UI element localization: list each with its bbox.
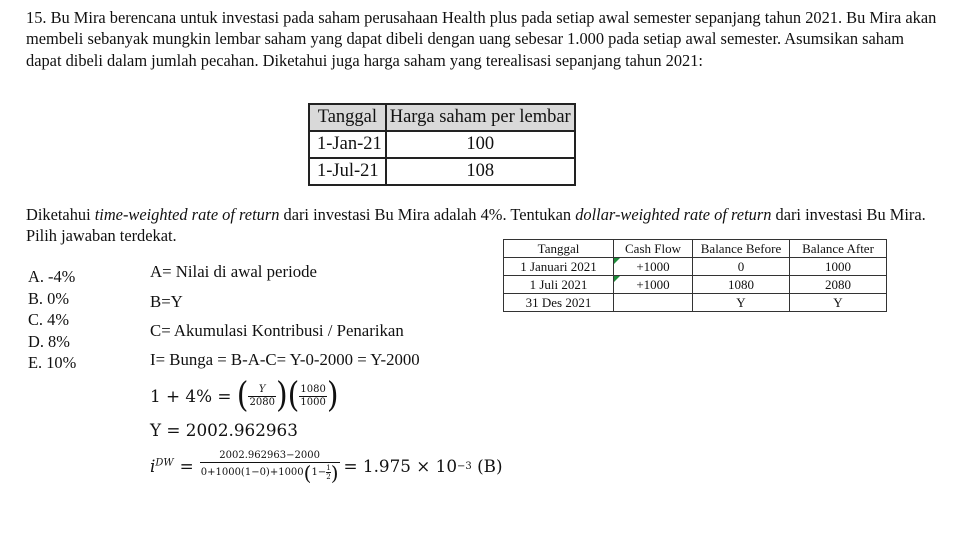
equation-dwr xyxy=(150,444,503,488)
comment-flag-icon xyxy=(614,276,620,282)
eq3-lhs-base: i xyxy=(150,456,156,476)
option-d: D. 8% xyxy=(28,331,70,351)
definition-i: I= Bunga = B-A-C= Y-0-2000 = Y-2000 xyxy=(150,350,420,369)
balance-table xyxy=(503,239,887,312)
instruction-term-twr: time-weighted rate of return xyxy=(94,205,280,224)
question-paragraph: 15. Bu Mira berencana untuk investasi pada saham perusahaan Health plus pada setiap awal semester sepanjang tahun 2021. Bu Mira akan membeli sebanyak mungkin lembar saham yang dapat dibeli dengan uang sebesar 1.000 pada setiap awal semester. Asumsikan saham dapat dibeli dalam jumlah pecahan. Diketahui juga harga saham yang terealisasi sepanjang tahun 2021: xyxy=(26,8,937,70)
table-row xyxy=(504,276,887,294)
price-table-header xyxy=(309,104,575,131)
balance-header-after: Balance After xyxy=(790,240,887,258)
balance-cell-date: 31 Des 2021 xyxy=(504,294,614,312)
option-e: E. 10% xyxy=(28,353,77,372)
option-a: A. -4% xyxy=(28,267,76,286)
equation-twr xyxy=(150,377,339,415)
instruction-pre: Diketahui xyxy=(26,205,95,224)
eq3-den-inner: 1− xyxy=(311,466,327,478)
comment-flag-icon xyxy=(614,258,620,264)
equation-y xyxy=(150,420,298,440)
balance-header-date: Tanggal xyxy=(504,240,614,258)
eq3-lhs xyxy=(150,456,174,476)
balance-cell-cashflow xyxy=(614,294,693,312)
eq3-den-a: 0+1000(1−0)+1000 xyxy=(200,466,304,478)
price-table xyxy=(308,103,576,186)
paren-close: ) xyxy=(326,375,339,416)
price-cell-date: 1-Jan-21 xyxy=(309,131,386,158)
eq1-f1-den: 2080 xyxy=(249,396,275,408)
eq1-f2-den: 1000 xyxy=(300,396,326,408)
paren-open: ( xyxy=(303,460,312,485)
eq1-fraction-1 xyxy=(248,384,275,409)
instruction-term-dwr: dollar-weighted rate of return xyxy=(575,205,772,224)
eq3-equals: = xyxy=(179,456,194,476)
price-cell-date: 1-Jul-21 xyxy=(309,158,386,185)
balance-header-cashflow: Cash Flow xyxy=(614,240,693,258)
eq1-lhs: 1 + 4% = xyxy=(150,386,237,406)
price-header-price: Harga saham per lembar xyxy=(386,104,575,131)
balance-cell-cashflow xyxy=(614,276,693,294)
balance-cell-before: 0 xyxy=(693,258,790,276)
eq1-f1-num: Y xyxy=(258,383,266,395)
paren-open: ( xyxy=(236,375,249,416)
balance-cell-date: 1 Januari 2021 xyxy=(504,258,614,276)
balance-cell-before: Y xyxy=(693,294,790,312)
paren-open: ( xyxy=(287,375,300,416)
eq3-fraction xyxy=(200,450,340,483)
eq2-text: Y = 2002.962963 xyxy=(150,420,298,440)
balance-cell-cashflow xyxy=(614,258,693,276)
balance-cell-before: 1080 xyxy=(693,276,790,294)
paren-close: ) xyxy=(330,460,339,485)
instruction-mid: dari investasi Bu Mira adalah 4%. Tentukan xyxy=(279,205,576,224)
eq3-mini-den: 2 xyxy=(326,473,331,481)
price-cell-value: 100 xyxy=(386,131,575,158)
balance-table-header xyxy=(504,240,887,258)
eq1-f2-num: 1080 xyxy=(300,383,326,395)
table-row xyxy=(504,294,887,312)
balance-cell-cashflow-value: +1000 xyxy=(636,258,670,274)
balance-header-before: Balance Before xyxy=(693,240,790,258)
balance-cell-after: 1000 xyxy=(790,258,887,276)
eq3-num: 2002.962963−2000 xyxy=(219,449,320,461)
eq3-den xyxy=(200,462,340,483)
option-c: C. 4% xyxy=(28,310,69,329)
balance-cell-after: 2080 xyxy=(790,276,887,294)
answer-options xyxy=(28,266,76,374)
instruction-post: dari investasi Bu Mira. Pilih jawaban terdekat. xyxy=(26,205,926,246)
definition-c: C= Akumulasi Kontribusi / Penarikan xyxy=(150,321,404,340)
option-b: B. 0% xyxy=(28,288,69,308)
eq3-exp: −3 xyxy=(457,460,472,472)
eq1-fraction-2 xyxy=(299,384,326,409)
price-header-date: Tanggal xyxy=(309,104,386,131)
eq3-mini-num: 1 xyxy=(326,464,331,472)
balance-cell-after: Y xyxy=(790,294,887,312)
question-text xyxy=(26,7,938,71)
eq3-lhs-sup: DW xyxy=(155,457,174,469)
paren-close: ) xyxy=(275,375,288,416)
table-row xyxy=(309,131,575,158)
table-row xyxy=(504,258,887,276)
definition-a: A= Nilai di awal periode xyxy=(150,262,317,281)
table-row xyxy=(309,158,575,185)
definition-b: B=Y xyxy=(150,292,183,311)
eq3-rhs: = 1.975 × 10 xyxy=(343,456,458,476)
balance-cell-cashflow-value: +1000 xyxy=(636,276,670,292)
balance-cell-date: 1 Juli 2021 xyxy=(504,276,614,294)
price-cell-value: 108 xyxy=(386,158,575,185)
eq3-answer: (B) xyxy=(471,456,503,476)
